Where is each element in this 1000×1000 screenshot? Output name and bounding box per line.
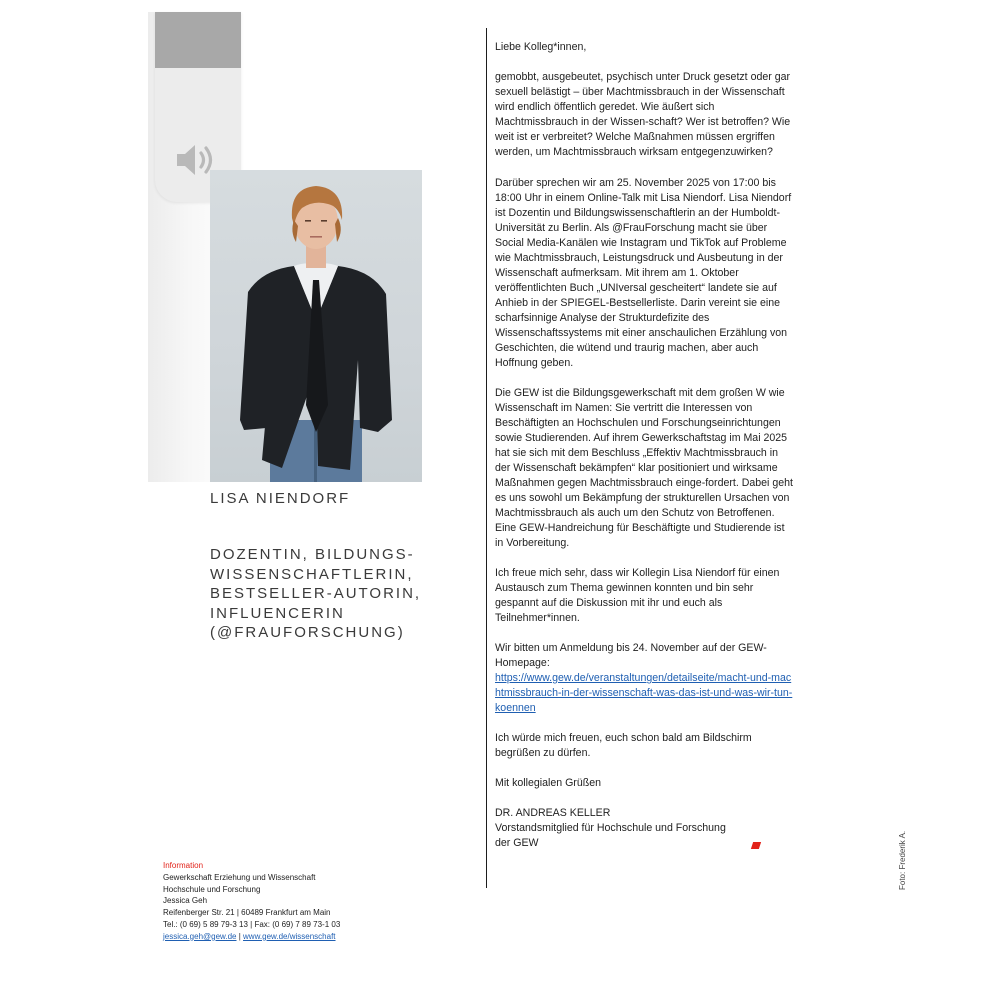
column-divider — [486, 28, 487, 888]
paragraph: Ich freue mich sehr, dass wir Kollegin Lisa Niendorf für einen Austausch zum Thema gewinnen konnten und bin sehr gespannt auf die Diskussion mit ihr und euch als Teilnehmer*innen. — [495, 567, 780, 624]
info-dept: Hochschule und Forschung — [163, 884, 261, 894]
speaker-portrait-photo — [210, 170, 422, 482]
speaker-role-line: INFLUENCERIN — [210, 604, 345, 622]
registration-text: Wir bitten um Anmeldung bis 24. November auf der GEW-Homepage: — [495, 642, 767, 669]
photo-credit-text: Foto: Frederik A. — [898, 830, 907, 890]
signer-title-org: der GEW — [495, 837, 539, 849]
registration-link[interactable]: https://www.gew.de/veranstaltungen/detailseite/macht-und-machtmissbrauch-in-der-wissenschaft-was-das-ist-und-was-wir-tun-koennen — [495, 672, 793, 714]
speaker-name: LISA NIENDORF — [210, 490, 351, 507]
signature-block — [495, 806, 795, 851]
info-phone: Tel.: (0 69) 5 89 79-3 13 | Fax: (0 69) 7 89 73-1 03 — [163, 919, 341, 929]
greeting: Liebe Kolleg*innen, — [495, 41, 587, 53]
speaker-role-line: DOZENTIN, BILDUNGS- — [210, 546, 415, 563]
info-address: Reifenberger Str. 21 | 60489 Frankfurt am Main — [163, 908, 331, 918]
info-footer — [163, 860, 340, 943]
closing: Mit kollegialen Grüßen — [495, 777, 601, 789]
speaker-role-line: (@FRAUFORSCHUNG) — [210, 624, 405, 641]
registration-paragraph — [495, 641, 795, 716]
paragraph: gemobbt, ausgebeutet, psychisch unter Druck gesetzt oder gar sexuell belästigt – über Machtmissbrauch in der Wissenschaft wird endlich öffentlich geredet. Wie äußert sich Machtmissbrauch in der Wissen-schaft? Wer ist betroffen? Wie weit ist er verbreitet? Welche Maßnahmen müssen ergriffen werden, um Machtmissbrauch wirksam entgegenzuwirken? — [495, 71, 791, 158]
info-contact: Jessica Geh — [163, 896, 208, 906]
signer-title: Vorstandsmitglied für Hochschule und Forschung — [495, 822, 726, 834]
link-separator: | — [236, 931, 244, 941]
paragraph: Die GEW ist die Bildungsgewerkschaft mit dem großen W wie Wissenschaft im Namen: Sie vertritt die Interessen von Beschäftigten an Hochschulen und Forschungseinrichtungen sowie Studierenden. Auf ihrem Gewerkschaftstag im Mai 2025 hat sie sich mit dem Beschluss „Effektiv Machtmissbrauch in der Wissenschaft bekämpfen“ klar positioniert und wirksame Maßnahmen gegen Machtmissbrauch einge-fordert. Dabei geht es uns sowohl um Bekämpfung der strukturellen Ursachen von Machtmissbrauch als auch um den Schutz von Betroffenen. Eine GEW-Handreichung für Beschäftigte und Studierende ist in Vorbereitung. — [495, 387, 793, 549]
speaker-roles — [210, 545, 450, 643]
signer-name: DR. ANDREAS KELLER — [495, 807, 611, 819]
audio-card-header — [155, 12, 241, 68]
paragraph: Darüber sprechen wir am 25. November 2025 von 17:00 bis 18:00 Uhr in einem Online-Talk mit Lisa Niendorf. Lisa Niendorf ist Dozentin und Bildungswissenschaftlerin an der Humboldt-Universität zu Berlin. Als @FrauForschung macht sie über Social Media-Kanälen wie Instagram und TikTok auf Probleme wie Machtmissbrauch, Leistungsdruck und Ausbeutung in der Wissenschaft aufmerksam. Mit ihrem am 1. Oktober veröffentlichten Buch „UNIversal gescheitert“ landete sie auf Anhieb in der SPIEGEL-Bestsellerliste. Darin vereint sie eine scharfsinnige Analyse der Strukturdefizite des Wissenschaftssystems mit einer anschaulichen Erzählung von Geschichten, die wütend und traurig machen, aber auch Hoffnung geben. — [495, 177, 792, 369]
letter-body — [495, 40, 795, 851]
closing-wish: Ich würde mich freuen, euch schon bald am Bildschirm begrüßen zu dürfen. — [495, 732, 752, 759]
speaker-role-line: BESTSELLER-AUTORIN, — [210, 585, 422, 602]
website-link[interactable]: www.gew.de/wissenschaft — [243, 931, 336, 941]
speaker-role-line: WISSENSCHAFTLERIN, — [210, 565, 414, 583]
info-links — [163, 931, 340, 943]
info-title: Information — [163, 861, 204, 870]
email-link[interactable]: jessica.geh@gew.de — [163, 931, 237, 941]
info-org: Gewerkschaft Erziehung und Wissenschaft — [163, 872, 316, 882]
